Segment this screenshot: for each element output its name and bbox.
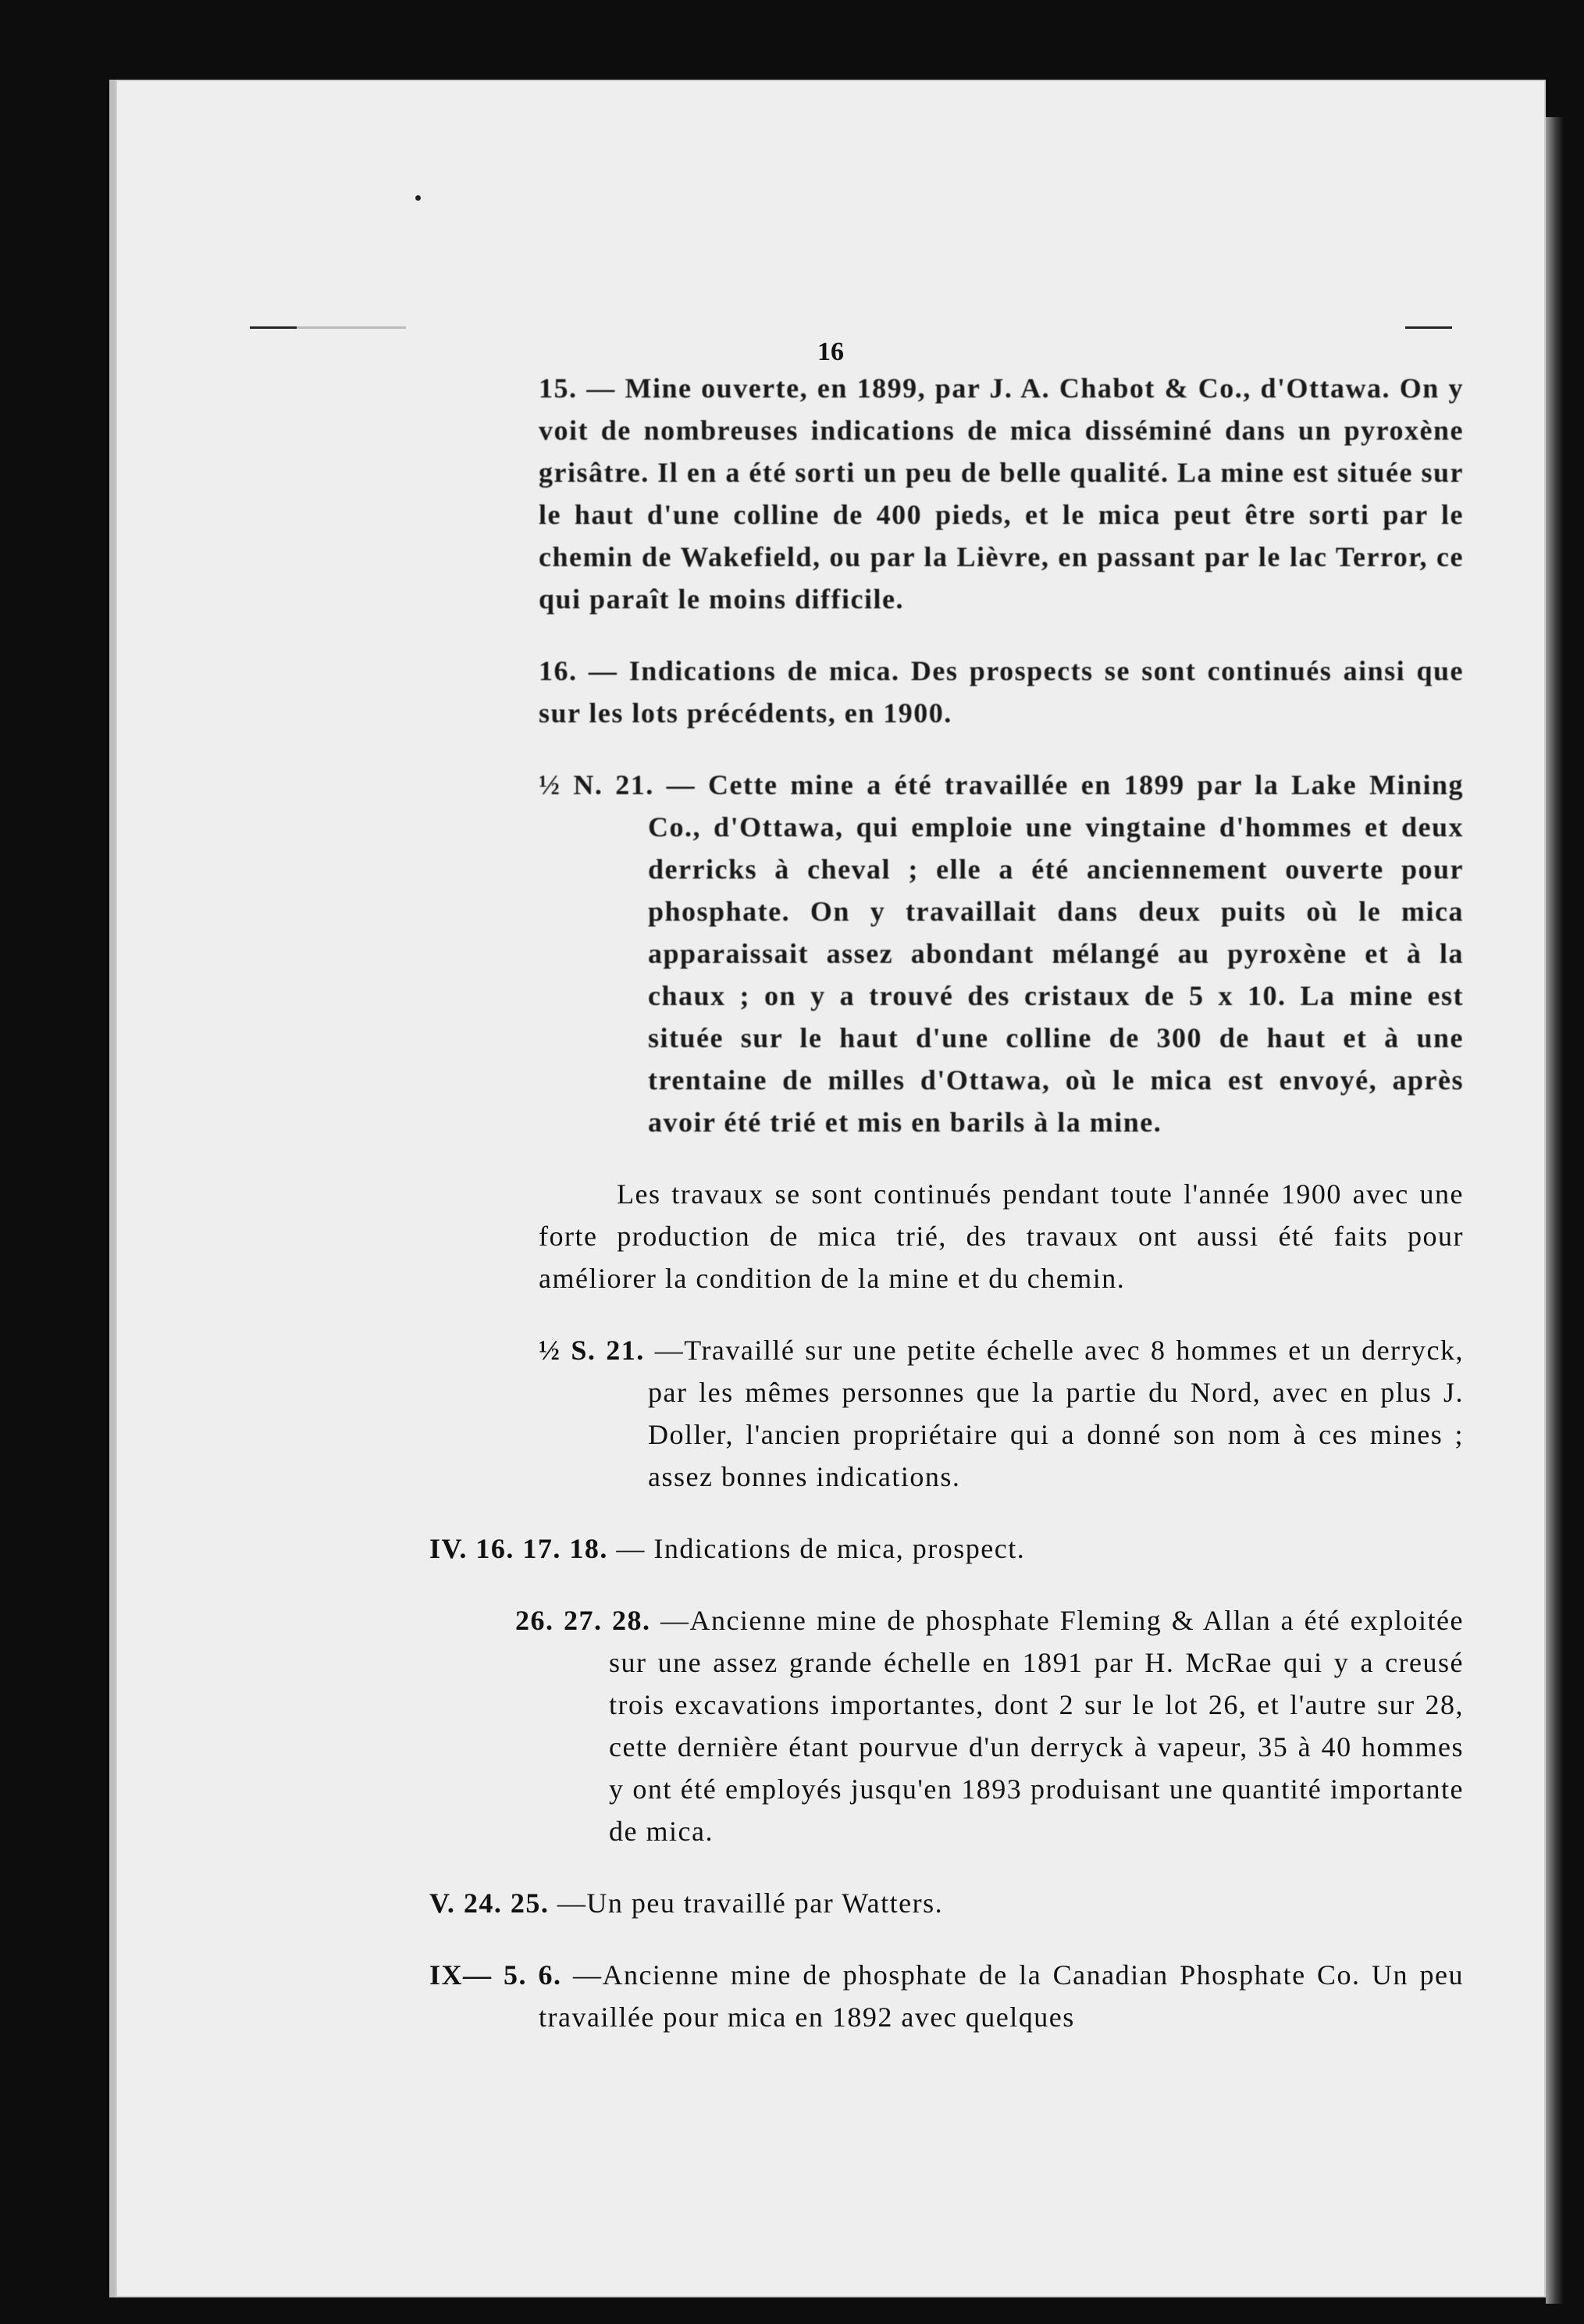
paragraph-26-28 (515, 1599, 1465, 1852)
paragraph-text: —Ancienne mine de phosphate de la Canadian Phosphate Co. Un peu travaillée pour mica en 1892 avec quelques (539, 1959, 1464, 2033)
header-rule (250, 326, 1452, 329)
paragraph-text: —Ancienne mine de phosphate Fleming & Allan a été exploitée sur une assez grande échelle en 1891 par H. McRae qui y a creusé trois excavations importantes, dont 2 sur le lot 26, et l'autre sur 28, cette dernière étant pourvue d'un derryck à vapeur, 35 à 40 hommes y ont été employés jusqu'en 1893 produisant une quantité importante de mica. (609, 1605, 1465, 1847)
paragraph-n21 (539, 764, 1465, 1143)
paragraph-label: ½ N. 21. (539, 769, 654, 800)
paragraph-iv (429, 1527, 1464, 1570)
page-edge-right (1546, 117, 1563, 2304)
paragraph-text: Les travaux se sont continués pendant toute l'année 1900 avec une forte production de mica trié, des travaux ont aussi été faits pour améliorer la condition de la mine et du chemin. (539, 1178, 1464, 1294)
paragraph-label: V. 24. 25. (429, 1887, 550, 1919)
paragraph-16 (539, 650, 1464, 734)
paragraph-continuation (539, 1173, 1464, 1299)
paragraph-label: IV. 16. 17. 18. (429, 1533, 608, 1564)
page-body (429, 367, 1465, 2068)
paragraph-text: — Indications de mica. Des prospects se sont continués ainsi que sur les lots précédents, en 1900. (539, 655, 1464, 729)
page-edge-left (109, 80, 116, 2297)
paragraph-label: 16. (539, 655, 578, 686)
paragraph-label: IX— 5. 6. (429, 1959, 562, 1991)
paragraph-label: 26. 27. 28. (515, 1605, 651, 1636)
paragraph-s21 (539, 1329, 1465, 1498)
paragraph-text: —Un peu travaillé par Watters. (557, 1887, 944, 1919)
paragraph-text: — Indications de mica, prospect. (616, 1533, 1026, 1564)
paragraph-15 (539, 367, 1464, 620)
speck (415, 195, 421, 201)
paragraph-v (429, 1882, 1464, 1924)
paragraph-label: ½ S. 21. (539, 1335, 645, 1366)
paragraph-text: — Mine ouverte, en 1899, par J. A. Chabot & Co., d'Ottawa. On y voit de nombreuses indications de mica disséminé dans un pyroxène grisâtre. Il en a été sorti un peu de belle qualité. La mine est située sur le haut d'une colline de 400 pieds, et le mica peut être sorti par le chemin de Wakefield, ou par la Lièvre, en passant par le lac Terror, ce qui paraît le moins difficile. (539, 372, 1465, 615)
paragraph-ix (429, 1954, 1464, 2038)
paragraph-text: — Cette mine a été travaillée en 1899 par la Lake Mining Co., d'Ottawa, qui emploie une vingtaine d'hommes et deux derricks à cheval ; elle a été anciennement ouverte pour phosphate. On y travaillait dans deux puits où le mica apparaissait assez abondant mélangé au pyroxène et à la chaux ; on y a trouvé des cristaux de 5 x 10. La mine est située sur le haut d'une colline de 300 de haut et à une trentaine de milles d'Ottawa, où le mica est envoyé, après avoir été trié et mis en barils à la mine. (648, 769, 1465, 1138)
paragraph-text: —Travaillé sur une petite échelle avec 8 hommes et un derryck, par les mêmes personnes que la partie du Nord, avec en plus J. Doller, l'ancien propriétaire qui a donné son nom à ces mines ; assez bonnes indications. (648, 1335, 1465, 1492)
page-number: 16 (817, 337, 844, 366)
paragraph-label: 15. (539, 372, 578, 404)
